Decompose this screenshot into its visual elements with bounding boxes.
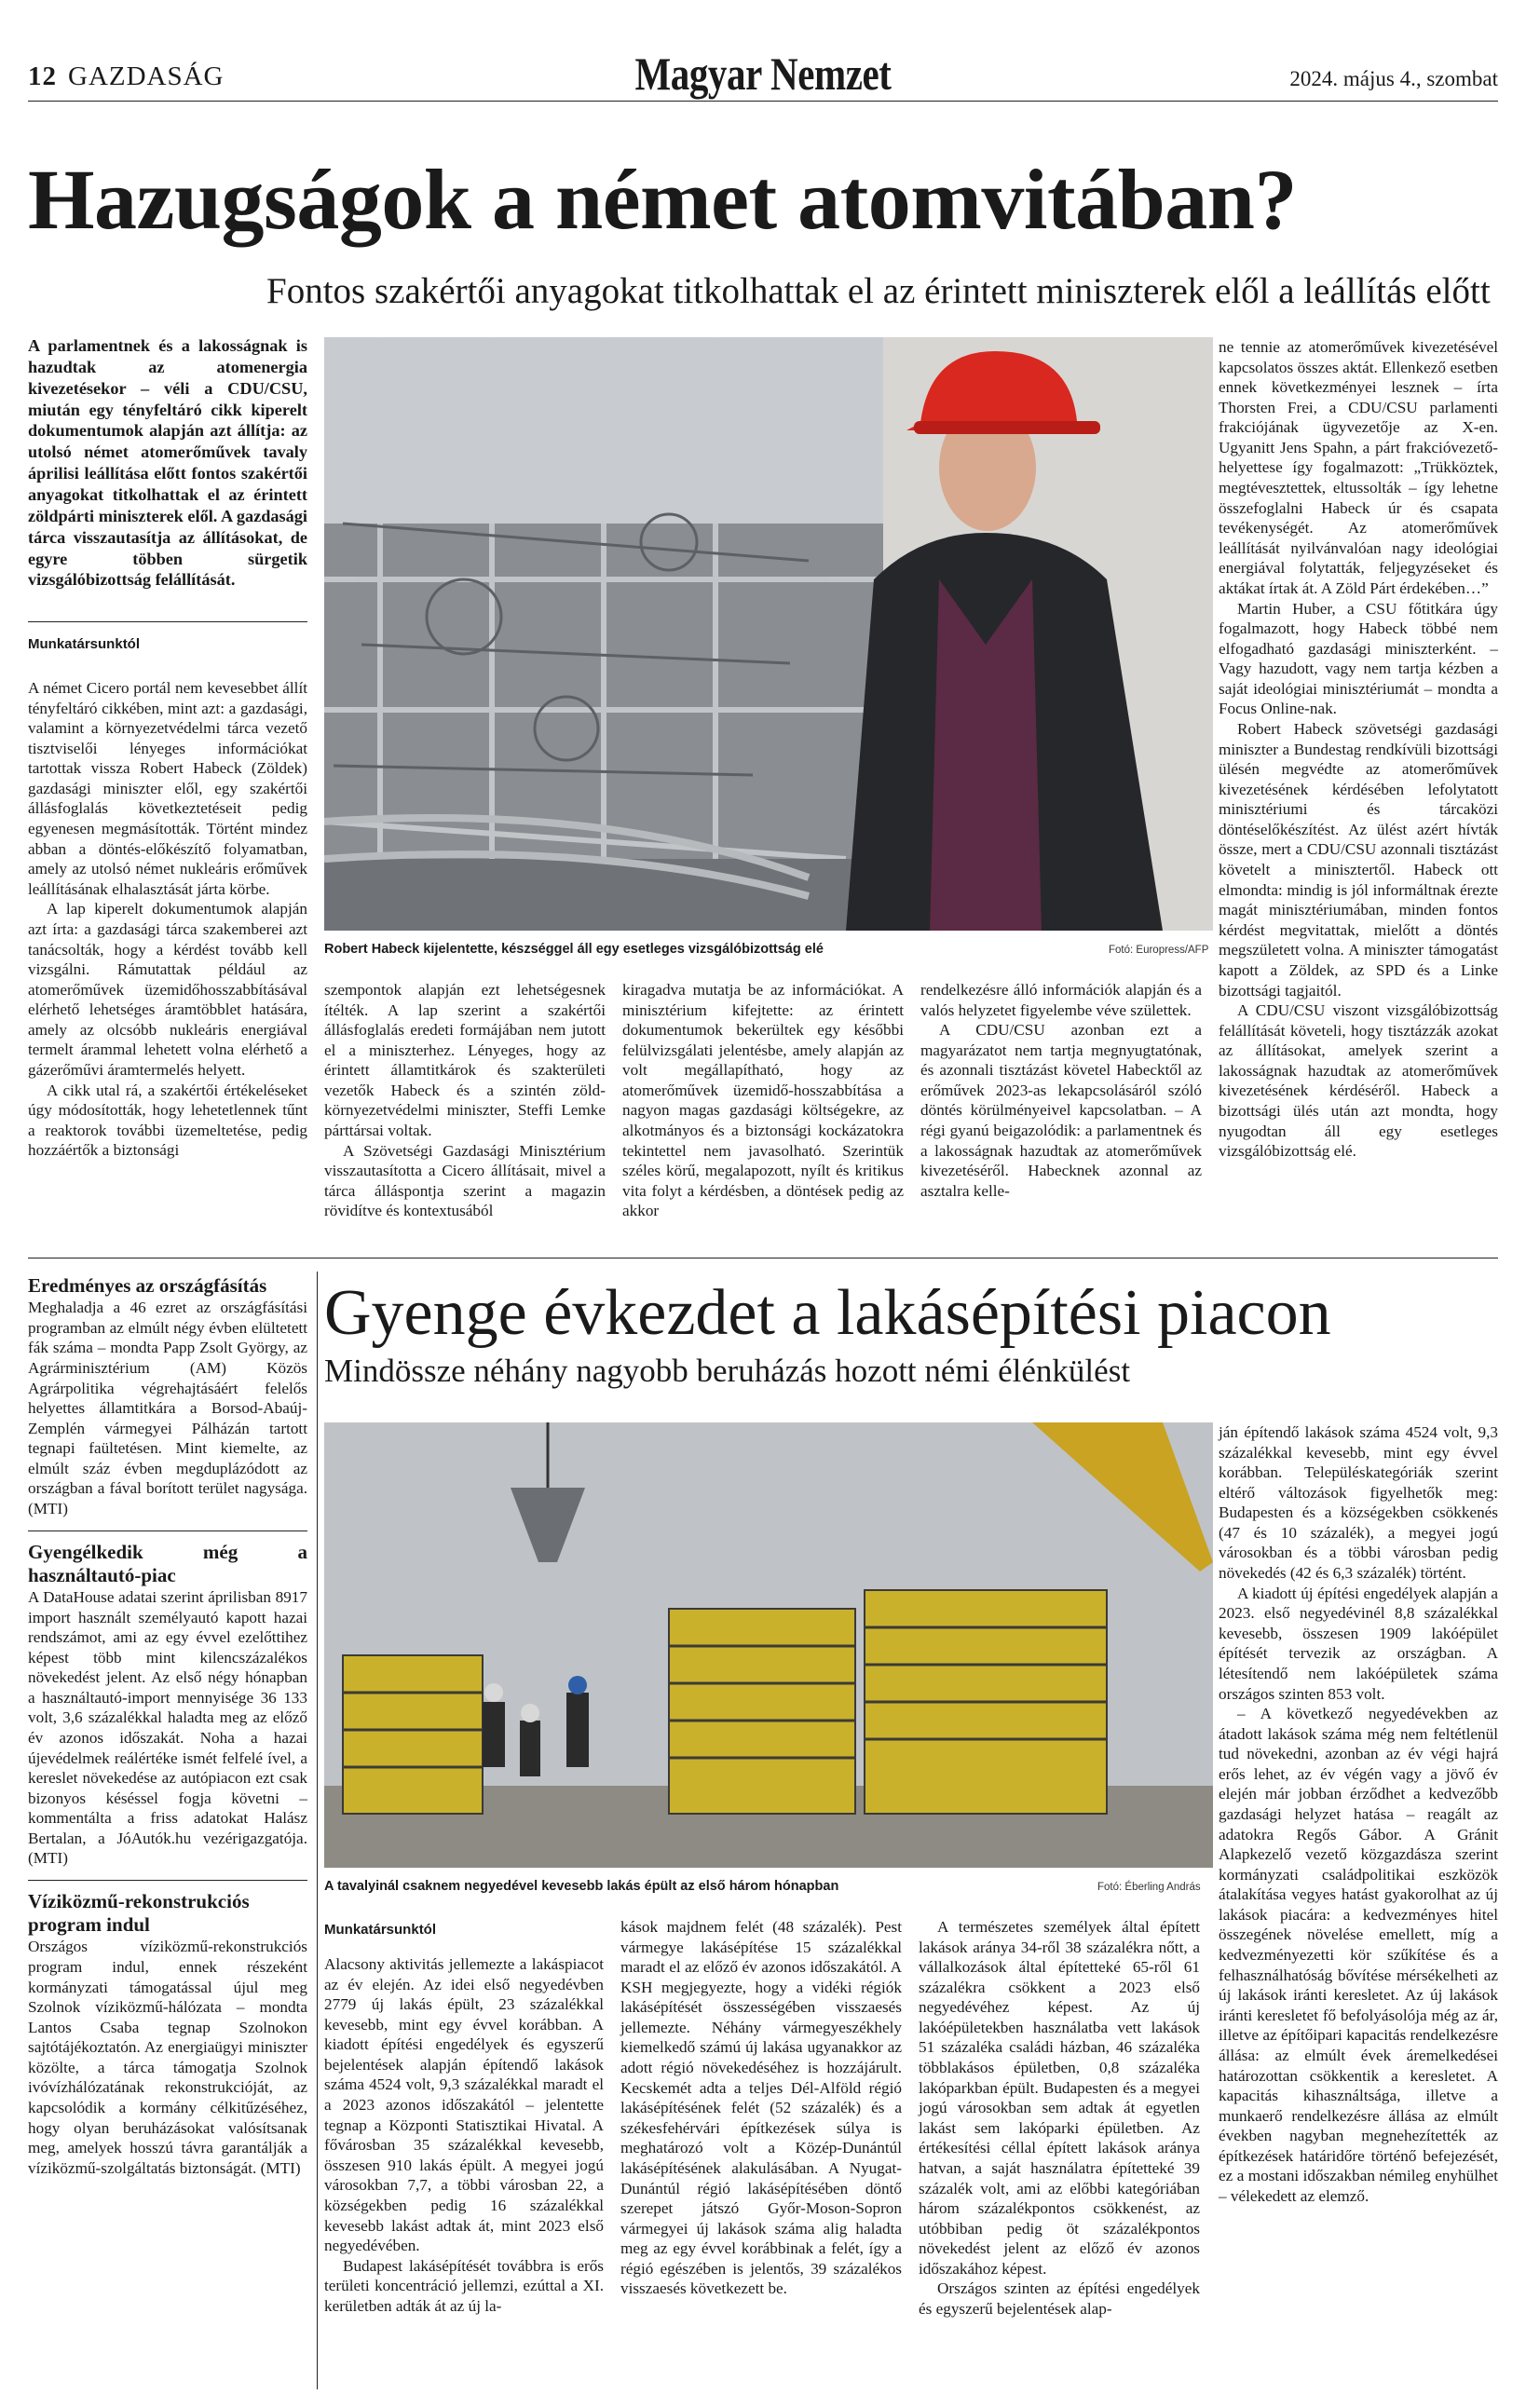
sidebar-divider <box>28 1880 307 1881</box>
sidebar-item-title: Víziközmű-rekonstrukciós program indul <box>28 1890 250 1937</box>
article1-headline: Hazugságok a német atomvitában? <box>28 152 1297 247</box>
section-name: GAZDASÁG <box>68 61 225 91</box>
article2-column-4 <box>1219 1422 1498 2207</box>
article2-photo-credit: Fotó: Éberling András <box>1097 1882 1201 1893</box>
article1-column-5 <box>1219 337 1498 1162</box>
paragraph: Martin Huber, a CSU főtitkára úgy fogalmazott, hogy Habeck többé nem elfogadható gazdasági miniszterként. – Vagy hazudott, vagy nem tartja kézben a saját ideológiai minisztériumát – mondta a Focus Online-nak. <box>1219 599 1498 718</box>
paragraph: A kiadott új építési engedélyek alapján a 2023. első negyedévinél 8,8 százalékkal kevesebb, összesen 1909 lakóépület építését tervezik az országban. A létesítendő nem lakóépületek száma országos szinten 853 volt. <box>1219 1584 1498 1703</box>
article2-photo <box>324 1422 1213 1868</box>
article1-photo <box>324 337 1213 931</box>
article1-column-1 <box>28 678 307 1161</box>
article1-column-4 <box>920 980 1202 1201</box>
article1-column-2 <box>324 980 606 1221</box>
article2-photo-caption: A tavalyinál csaknem negyedével kevesebb lakás épült az első három hónapban <box>324 1879 839 1894</box>
paragraph: A természetes személyek által épített lakások aránya 34-ről 38 százalékra nőtt, a vállalkozások által építetteké 65-ről 61 százalékra csökkent a 2023 első negyedévéhez képest. Az új lakóépületekben használatba vett lakások 51 százaléka családi házban, 46 százaléka többlakásos épületben, 0,8 százaléka lakóparkban épült. Budapesten és a megyei jogú városokban sem adtak át egyetlen lakást sem lakóparki épületben. Az értékesítési céllal épített lakások aránya hatvan, a saját használatra építetteké 39 százalék volt, ami az előbbi kategóriában három százalékpontos csökkenést, az utóbbiban pedig öt százalékpontos növekedést jelent az előző év azonos időszakához képest. <box>919 1918 1200 2278</box>
sidebar-item-body: Meghaladja a 46 ezret az országfásítási programban az elmúlt négy évben elültetett fák száma – mondta Papp Zsolt György, az Agrárminisztérium (AM) Közös Agrárpolitika végrehajtásáért felelős helyettes államtitkára a Borsod-Abaúj-Zemplén vármegyei Pálházán tartott tegnapi faültetésen. Mint kiemelte, az elmúlt száz évben megduplázódott az országban a fával borított terület nagysága. (MTI) <box>28 1299 307 1517</box>
paragraph: A cikk utal rá, a szakértői értékeléseket úgy módosították, hogy lehetetlennek tűnt a reaktorok további üzemeltetése, pedig hozzáértők a biztonsági <box>28 1081 307 1160</box>
news-sidebar <box>28 1274 307 2178</box>
article1-photo-credit: Fotó: Europress/AFP <box>1109 945 1209 956</box>
paragraph: A német Cicero portál nem kevesebbet állít tényfeltáró cikkében, mint azt: a gazdasági, valamint a környezetvédelmi tárca vezető tisztviselői lényeges információkat tartottak vissza Robert Habeck (Zöldek) gazdasági miniszter elől, egy szakértői állásfoglalás következtetéseit pedig egyenesen megmásították. Történt mindez abban a döntés-előkészítő folyamatban, amely az utolsó német nukleáris erőművek leállításának elhalasztását járta körbe. <box>28 679 307 898</box>
sidebar-item-title: Eredményes az országfásítás <box>28 1274 267 1297</box>
article2-column-1 <box>324 1954 604 2316</box>
paragraph: szempontok alapján ezt lehetségesnek ítélték. A lap szerint a szakértői állásfoglalás eredeti formájában nem jutott el a miniszterhez. Lényeges, hogy az érintett államtitkárok és szakterületi vezetők Habeck és a szintén zöld-környezetvédelmi miniszter, Steffi Lemke párttársai voltak. <box>324 981 606 1140</box>
sidebar-item-body: A DataHouse adatai szerint áprilisban 8917 import használt személyautó kapott hazai rendszámot, ami az egy évvel ezelőttihez képest több mint kilencszázalékos növekedést jelent. Az első négy hónapban a használtautó-import mennyisége 36 133 volt, 3,6 százalékkal haladta meg az előző év azonos időszakát. Noha a hazai újevédelmek reálértéke ismét felfelé ível, a kereslet növekedése az autópiacon ezt csak bizonyos késéssel fogja követni – kommentálta a friss adatokat Halász Bertalan, a JóAutók.hu vezérigazgatója. (MTI) <box>28 1587 307 1868</box>
paragraph: Alacsony aktivitás jellemezte a lakáspiacot az év elején. Az idei első negyedévben 2779 új lakás épült, 23 százalékkal kevesebb, mint egy évvel korábban. A kiadott építési engedélyek és egyszerű bejelentések alapján építendő lakások száma 4524 volt, 9,3 százalékkal maradt el a 2023 azonos időszakától – jelentette tegnap a Központi Statisztikai Hivatal. A fővárosban 35 százalékkal kevesebb, összesen 910 lakás épült. A megyei jogú városokban 7,7, a többi városban 22, a községekben pedig 16 százalékkal kevesebb lakást adtak át, mint 2023 első negyedévében. <box>324 1955 604 2255</box>
paragraph: kások majdnem felét (48 százalék). Pest vármegye lakásépítése 15 százalékkal maradt el az előző év azonos időszakától. A KSH megjegyezte, hogy a vidéki régiók lakásépítését összességében visszaesés jellemezte. Néhány vármegyeszékhely kiemelkedő számú új lakása ugyanakkor az adott régió növekedéséhez is hozzájárult. Kecskemét adta a teljes Dél-Alföld régió lakásépítésének felét (52 százalék) és a székesfehérvári építkezések súlya is meghatározó volt a Közép-Dunántúl lakásépítésének alakulásában. A Nyugat-Dunántúl régió lakásépítésében döntő szerepet játszó Győr-Moson-Sopron vármegyei új lakások száma alig haladta meg az egy évvel korábbinak a felét, így a régió egészében is jelentős, 39 százalékos visszaesés következett be. <box>620 1918 902 2298</box>
sidebar-vertical-rule <box>317 1272 318 2389</box>
construction-photo-illustration <box>324 1422 1213 1868</box>
paragraph: A lap kiperelt dokumentumok alapján azt írta: a gazdasági tárca szakemberei azt tanácsolták, hogy a kérdést tovább kell vizsgálni. Rámutattak például az atomerőművek üzemidőhosszabbításával elérhető lehetséges áramtöbblet hatására, amely az olcsóbb nukleáris energiával termelt árammal lehetett volna elérhető a gázerőművi áramtermelés helyett. <box>28 900 307 1079</box>
article2-column-3 <box>919 1917 1200 2320</box>
paragraph: Budapest lakásépítését továbbra is erős területi koncentráció jellemzi, ezúttal a XI. kerületben adták át az új la- <box>324 2256 604 2315</box>
paragraph: Országos szinten az építési engedélyek és egyszerű bejelentések alap- <box>919 2279 1200 2318</box>
paragraph: Robert Habeck szövetségi gazdasági miniszter a Bundestag rendkívüli bizottsági ülésén megvédte az atomerőművek kivezetésének kérdésében lefolytatott minisztériumi és tárcaközi döntéselőkészítést. Az ülést azért hívták össze, mert a CDU/CSU azonnali tisztázást követelt a minisztertől. Habeck ott elmondta: mindig is jól informáltnak érezte magát minisztériumában, minden fontos kérdést megvitattak, mielőtt a döntés megszületett volna. A miniszter támogatást kapott a Zöldek, az SPD és a Linke bizottsági tagjaitól. <box>1219 719 1498 1000</box>
article2-byline: Munkatársunktól <box>324 1922 437 1938</box>
article1-photo-caption: Robert Habeck kijelentette, készséggel áll egy esetleges vizsgálóbizottság elé <box>324 942 824 957</box>
article2-column-2 <box>620 1917 902 2299</box>
lead-rule <box>28 621 307 622</box>
paragraph: rendelkezésre álló információk alapján és a valós helyzetet figyelembe véve születtek. <box>920 981 1202 1019</box>
paragraph: – A következő negyedévekben az átadott lakások száma még nem feltétlenül tud növekedni, azonban az év végi hajrá erős lehet, az év végén vagy a jövő év elején már jobban érződhet a kedvezőbb gazdasági helyzet hatása – reagált az adatokra Regős Gábor. A Gránit Alapkezelő vezető közgazdásza szerint kormányzati családpolitikai eszközök átalakítása vegyes hatást gyakorolhat az új lakások piacára: a kedvezményes hitel összegének növelése emellett, míg a kedvezményezetti kör szűkítése és a felhasználhatóság bővítése mérsékelheti az új lakások iránti keresletet. Az új lakások iránti keresletet fő befolyásolója még az ár, illetve az építőipari kapacitás rendelkezésre állása: az elmúlt évek áremelkedései határozottan csökkentik a keresletet. A kapacitás kihasználtsága, illetve a munkaerő rendelkezésre állása az elmúlt években nagyban megnehezítették az építkezések határidőre történő befejezését, ez a mostani időszakban némileg enyhülhet – vélekedett az elemző. <box>1219 1705 1498 2205</box>
sidebar-item-body: Országos víziközmű-rekonstrukciós program indul, ennek részeként kormányzati támogatással újul meg Szolnok víziközmű-hálózata – mondta Lantos Csaba tegnap Szolnokon sajtótájékoztatón. Az energiaügyi miniszter közölte, a tárca támogatja Szolnok ivóvízhálózatának rekonstrukcióját, az kapcsolódik a kormány célkitűzéséhez, hogy olyan beruházásokat valósítsanak meg, amelyek hosszú távra garantálják a víziközmű-szolgáltatás biztonságát. (MTI) <box>28 1938 307 2177</box>
article1-byline: Munkatársunktól <box>28 636 141 652</box>
habeck-photo-illustration <box>324 337 1213 931</box>
paragraph: kiragadva mutatja be az információkat. A minisztérium kifejtette: az érintett dokumentumok bekerültek egy későbbi felülvizsgálati jelentésbe, amely alapján az volt megállapítható, hogy az atomerőművek üzemidő-hosszabbítása a nagyon magas gazdasági költségekre, az alkotmányos és a biztonsági kockázatokra tekintettel nem javasolható. Szerintük széles körű, megalapozott, nyílt és kritikus vita folyt a kérdésben, a döntések pedig az akkor <box>622 981 904 1220</box>
issue-date: 2024. május 4., szombat <box>1289 67 1498 90</box>
paragraph: ne tennie az atomerőművek kivezetésével kapcsolatos összes aktát. Ellenkező esetben ennek következményei lesznek – írta Thorsten Frei, a CDU/CSU parlamenti frakciójának ügyvezetője az X-en. Ugyanitt Jens Spahn, a párt frakcióvezető-helyettese így fogalmazott: „Trükköztek, megtévesztettek, eltussolták – így lehetne összefoglalni Habeck úr és csapata tevékenységét. Az atomerőművek leállítását nyilvánvalóan nagy ideológiai energiával folytatták, feljegyzéseket és aktákat írtak át. A Zöld Párt érdekében…” <box>1219 338 1498 597</box>
paragraph: ján építendő lakások száma 4524 volt, 9,3 százalékkal kevesebb, mint egy évvel korábban. Településkategóriák szerint eltérő változások figyelhetők meg: Budapesten és a községekben csökkenés (47 és 10 százalék), a megyei jogú városokban és a többi városban pedig növekedés (42 és 6,3 százalék) történt. <box>1219 1423 1498 1583</box>
paragraph: A CDU/CSU azonban ezt a magyarázatot nem tartja megnyugtatónak, és azonnali tisztázást követel Habecktől az erőművek 2023-as lekapcsolásáról szóló döntés körülményeivel kapcsolatban. – A régi gyanú beigazolódik: a parlamentnek és a lakosságnak hazudtak az atomerőművek kivezetéséről. Habecknek azonnal az asztalra kelle- <box>920 1021 1202 1200</box>
sidebar-item-title: Gyengélkedik még a használtautó-piac <box>28 1540 307 1586</box>
article2-headline: Gyenge évkezdet a lakásépítési piacon <box>324 1277 1331 1349</box>
article1-subheadline: Fontos szakértői anyagokat titkolhattak el az érintett miniszterek elől a leállítás előtt <box>266 271 1491 311</box>
article1-column-3 <box>622 980 904 1221</box>
page-number: 12 <box>28 61 57 91</box>
header-rule <box>28 101 1498 102</box>
masthead-logo: Magyar Nemzet <box>634 48 892 100</box>
paragraph: A CDU/CSU viszont vizsgálóbizottság felállítását követeli, hogy tisztázzák azokat az állításokat, amelyek szerint a lakosságnak hazudtak az atomerőművek kivezetésének kérdéséről. Habeck a bizottsági ülés után azt mondta, hogy nyugodtan áll egy esetleges vizsgálóbizottság elé. <box>1219 1001 1498 1161</box>
article1-lead: A parlamentnek és a lakosságnak is hazudtak az atomenergia kivezetésekor – véli a CDU/CSU, miután egy tényfeltáró cikk kiperelt dokumentumok alapján azt állítja: az utolsó német atomerőművek tavaly áprilisi leállítása előtt fontos szakértői anyagokat titkolhattak el az érintett zöldpárti miniszterek elől. A gazdasági tárca visszautasítja az állításokat, de egyre többen sürgetik vizsgálóbizottság felállítását. <box>28 336 307 590</box>
article2-subheadline: Mindössze néhány nagyobb beruházás hozott némi élénkülést <box>324 1353 1131 1389</box>
paragraph: A Szövetségi Gazdasági Minisztérium visszautasította a Cicero állításait, mivel a tárca álláspontja szerint a magazin rövidítve és kontextusából <box>324 1141 606 1220</box>
